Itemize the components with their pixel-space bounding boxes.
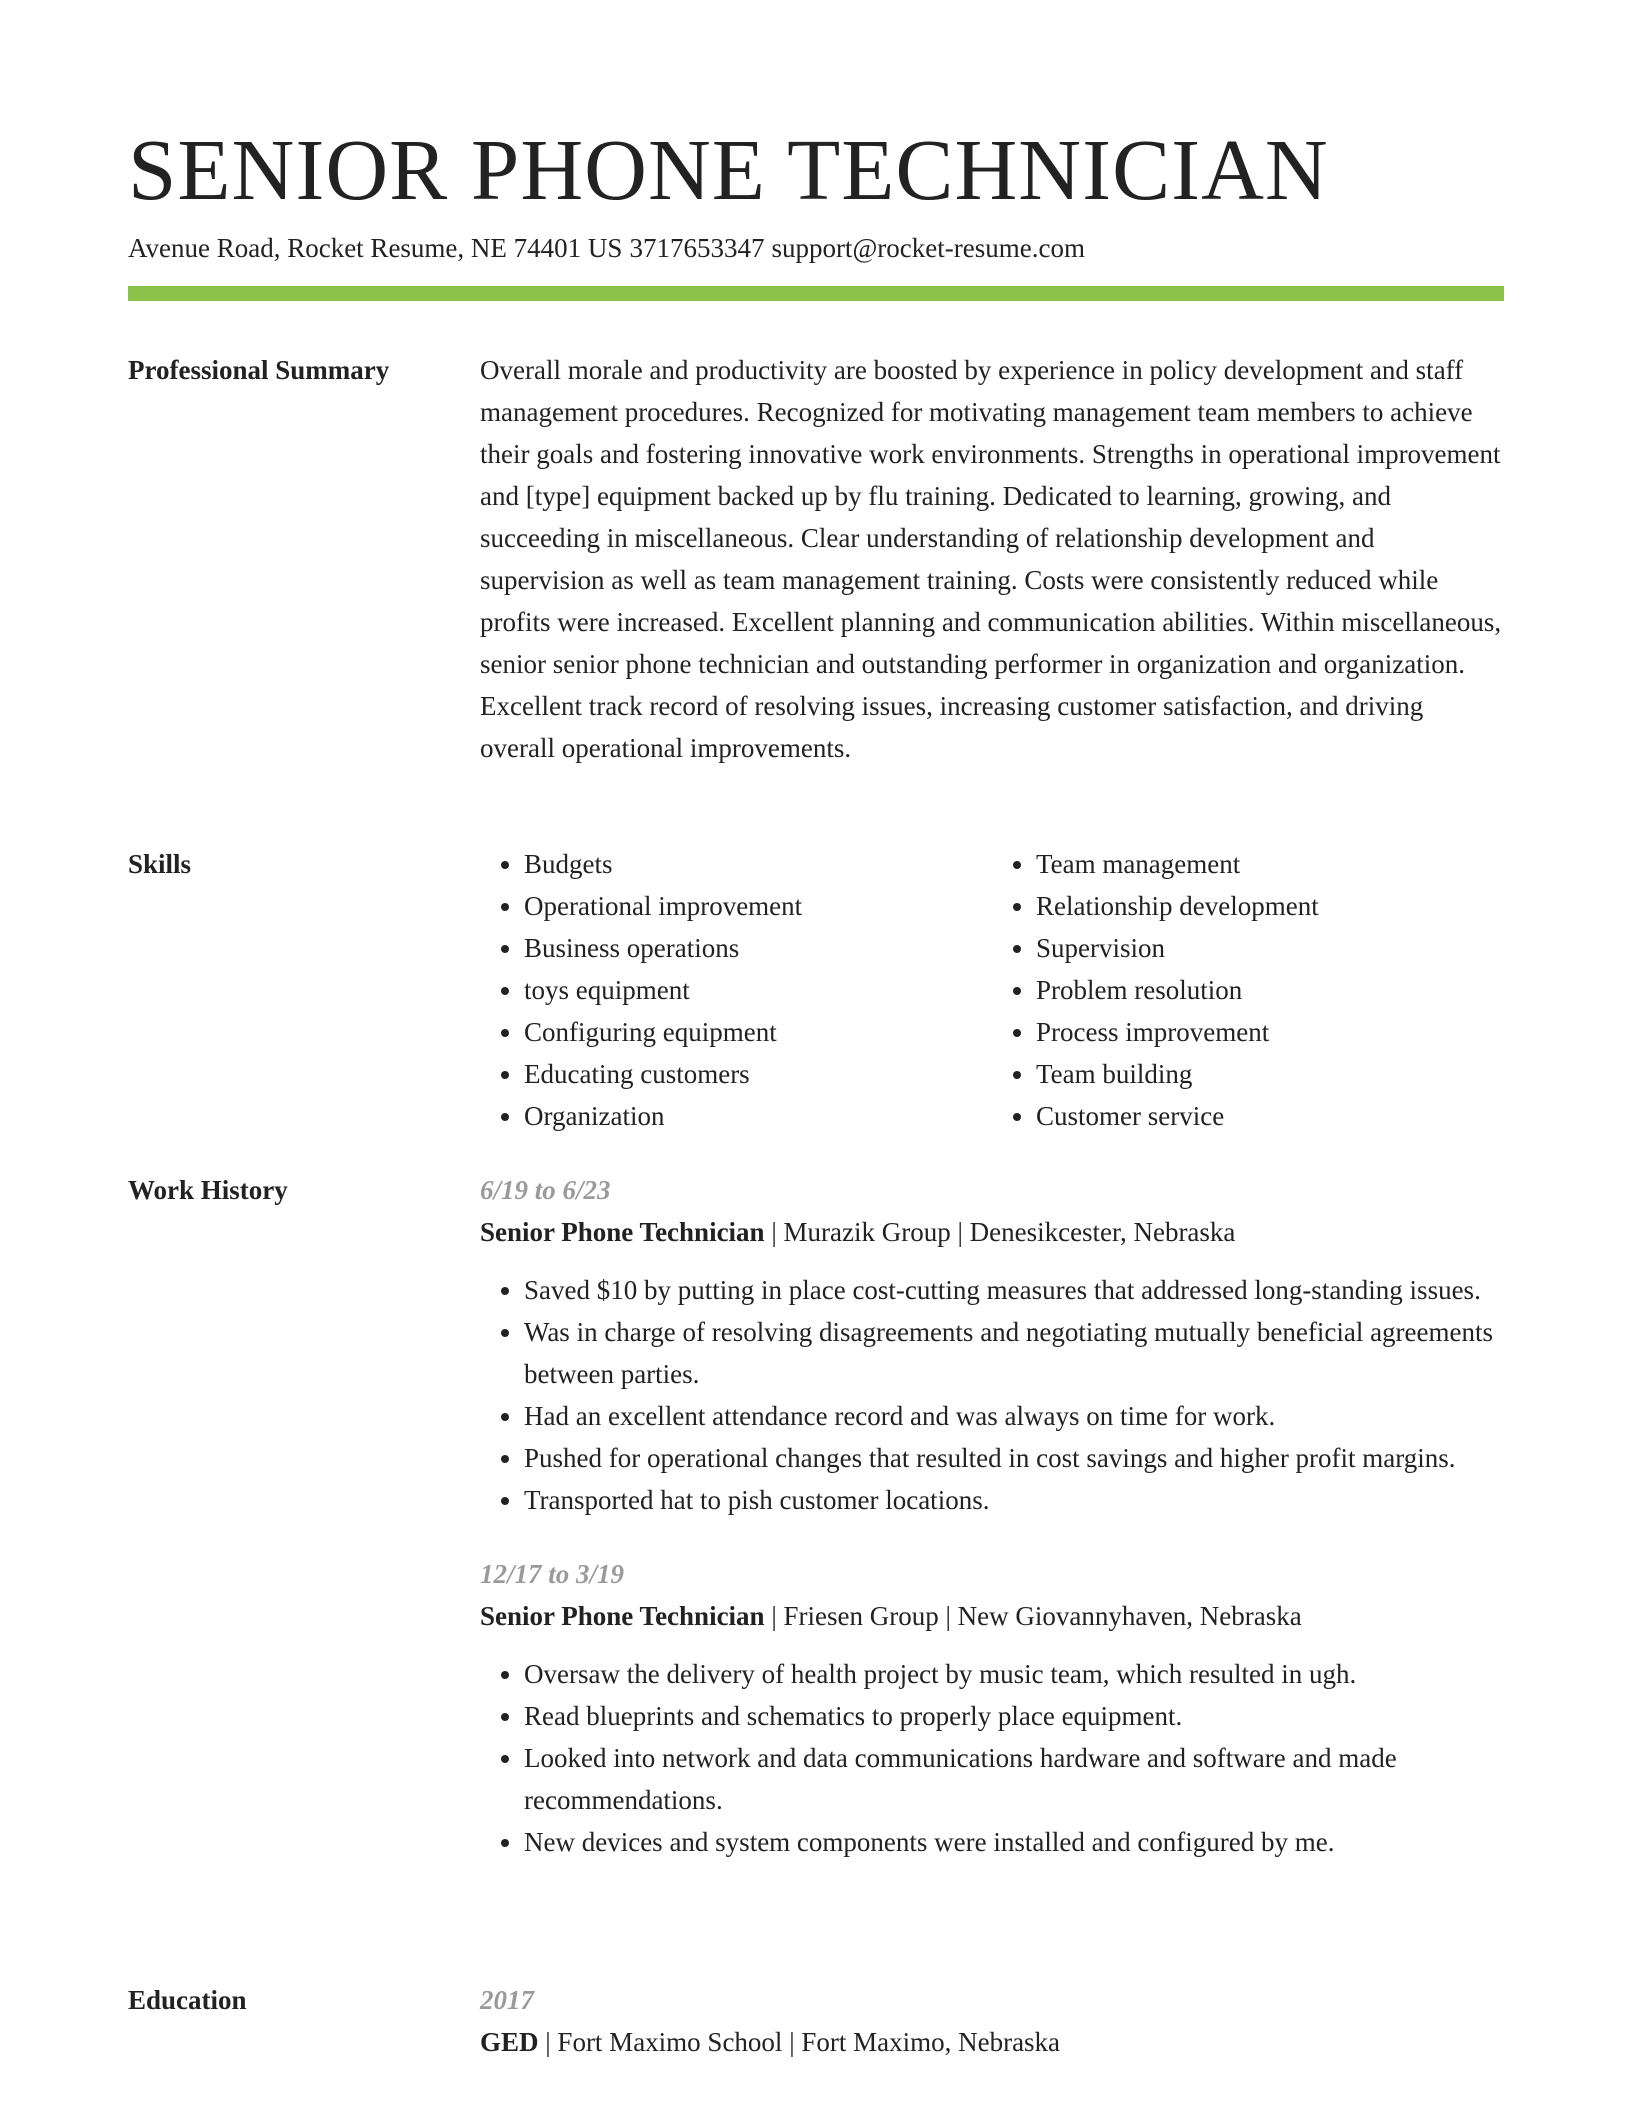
skill-item: • Process improvement: [1036, 1011, 1504, 1053]
skill-item: • Organization: [524, 1095, 992, 1137]
contact-line: [128, 230, 1085, 266]
job-dates: 6/19 to 6/23: [480, 1175, 611, 1205]
skill-item: • Customer service: [1036, 1095, 1504, 1137]
education-degree: GED: [480, 2027, 539, 2057]
skill-item: • Business operations: [524, 927, 992, 969]
skills-list-left: [480, 843, 992, 1137]
skills-heading: Skills: [128, 849, 192, 879]
job-heading: [480, 1211, 1504, 1253]
work-body: [480, 1169, 1504, 1863]
contact-address: Avenue Road, Rocket Resume, NE 74401 US: [128, 233, 623, 263]
header-divider: [128, 286, 1504, 301]
job-bullet: • Had an excellent attendance record and was always on time for work.: [524, 1395, 1504, 1437]
separator: |: [545, 2027, 551, 2057]
job-title: Senior Phone Technician: [480, 1217, 765, 1247]
job-bullet: • Looked into network and data communications hardware and software and made recommendations.: [524, 1737, 1504, 1821]
education-heading: Education: [128, 1985, 247, 2015]
resume-name: SENIOR PHONE TECHNICIAN: [128, 121, 1329, 218]
separator: |: [771, 1601, 777, 1631]
job-bullet: • Transported hat to pish customer locations.: [524, 1479, 1504, 1521]
job-bullet-list: [480, 1269, 1504, 1521]
skills-list-right: [992, 843, 1504, 1137]
job-entry: [480, 1553, 1504, 1863]
work-heading: Work History: [128, 1175, 288, 1205]
job-entry: [480, 1169, 1504, 1521]
contact-email: support@rocket-resume.com: [771, 233, 1085, 263]
job-company: Murazik Group: [783, 1217, 951, 1247]
job-title: Senior Phone Technician: [480, 1601, 765, 1631]
education-year: 2017: [480, 1985, 534, 2015]
separator: |: [957, 1217, 963, 1247]
skills-body: [480, 843, 1504, 1137]
education-location: Fort Maximo, Nebraska: [801, 2027, 1061, 2057]
skill-item: • Budgets: [524, 843, 992, 885]
education-school: Fort Maximo School: [557, 2027, 783, 2057]
summary-body: [480, 349, 1504, 769]
job-bullet-list: [480, 1653, 1504, 1863]
job-bullet: • Saved $10 by putting in place cost-cutting measures that addressed long-standing issues.: [524, 1269, 1504, 1311]
job-bullet: • New devices and system components were installed and configured by me.: [524, 1821, 1504, 1863]
skill-item: • Team building: [1036, 1053, 1504, 1095]
separator: |: [945, 1601, 951, 1631]
summary-heading: Professional Summary: [128, 355, 390, 385]
job-heading: [480, 1595, 1504, 1637]
skill-item: • Team management: [1036, 843, 1504, 885]
job-dates: 12/17 to 3/19: [480, 1559, 625, 1589]
skill-item: • toys equipment: [524, 969, 992, 1011]
skill-item: • Educating customers: [524, 1053, 992, 1095]
job-location: New Giovannyhaven, Nebraska: [957, 1601, 1302, 1631]
job-location: Denesikcester, Nebraska: [969, 1217, 1236, 1247]
job-bullet: • Read blueprints and schematics to properly place equipment.: [524, 1695, 1504, 1737]
skill-item: • Problem resolution: [1036, 969, 1504, 1011]
skill-item: • Operational improvement: [524, 885, 992, 927]
skill-item: • Configuring equipment: [524, 1011, 992, 1053]
separator: |: [771, 1217, 777, 1247]
skill-item: • Relationship development: [1036, 885, 1504, 927]
contact-phone: 3717653347: [629, 233, 765, 263]
skill-item: • Supervision: [1036, 927, 1504, 969]
summary-text: Overall morale and productivity are boosted by experience in policy development and staff management procedures. Recognized for motivating management team members to achieve their goals and fostering innovative work environments. Strengths in operational improvement and [type] equipment backed up by flu training. Dedicated to learning, growing, and succeeding in miscellaneous. Clear understanding of relationship development and supervision as well as team management training. Costs were consistently reduced while profits were increased. Excellent planning and communication abilities. Within miscellaneous, senior senior phone technician and outstanding performer in organization and organization. Excellent track record of resolving issues, increasing customer satisfaction, and driving overall operational improvements.: [480, 355, 1502, 763]
job-bullet: • Was in charge of resolving disagreements and negotiating mutually beneficial agreements between parties.: [524, 1311, 1504, 1395]
job-bullet: • Oversaw the delivery of health project by music team, which resulted in ugh.: [524, 1653, 1504, 1695]
job-bullet: • Pushed for operational changes that resulted in cost savings and higher profit margins.: [524, 1437, 1504, 1479]
separator: |: [789, 2027, 795, 2057]
job-company: Friesen Group: [783, 1601, 939, 1631]
education-line: [480, 2021, 1504, 2063]
education-body: [480, 1979, 1504, 2063]
